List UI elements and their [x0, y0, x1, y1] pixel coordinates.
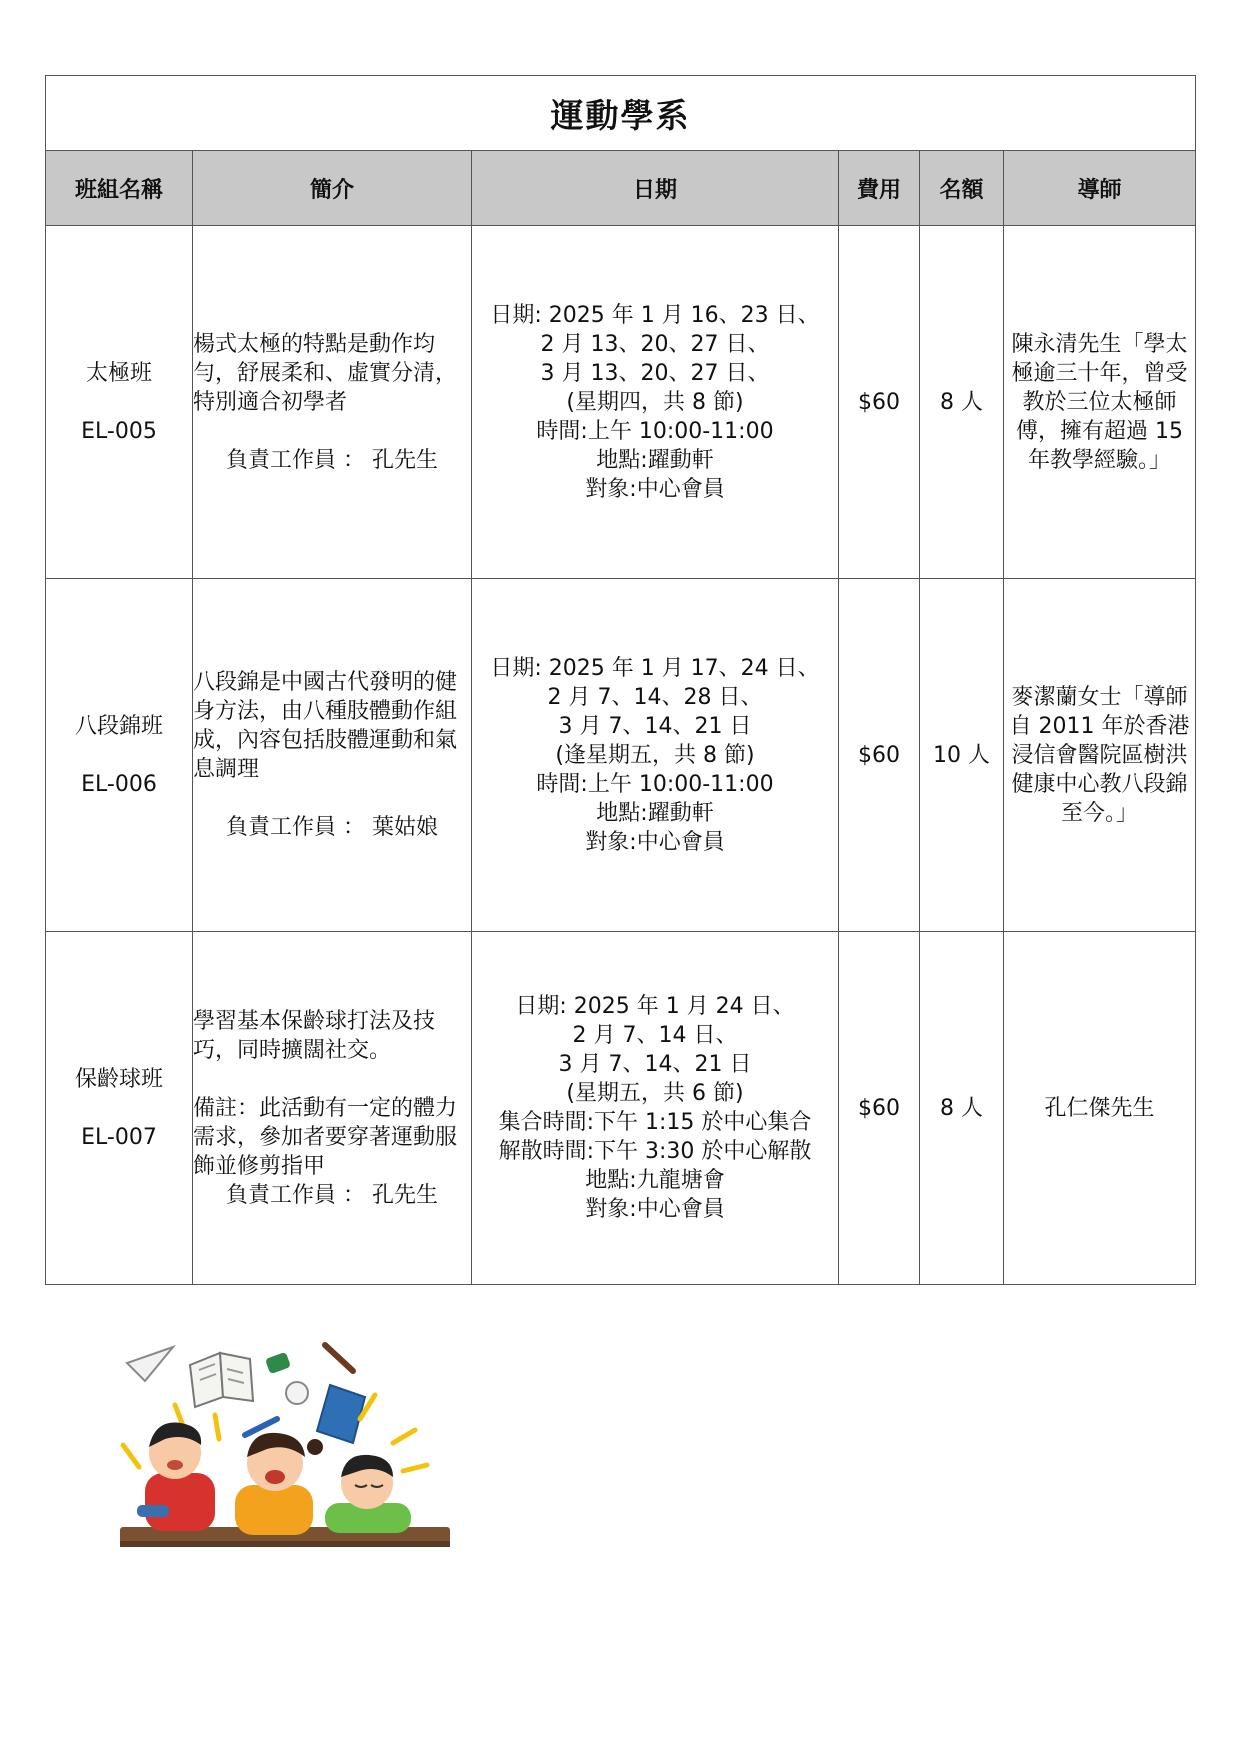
date-line: (星期五，共 6 節) [566, 1081, 744, 1106]
date-line: 3 月 13、20、27 日、 [540, 360, 770, 386]
time-line: 時間:上午 10:00-11:00 [536, 771, 774, 797]
intro-text: 八段錦是中國古代發明的健身方法，由八種肢體動作組成，內容包括肢體運動和氣息調理 [193, 670, 458, 782]
remark-text: 備註：此活動有一定的體力需求，參加者要穿著運動服飾並修剪指甲 [193, 1095, 458, 1179]
dates-cell [472, 226, 839, 579]
tutor-cell: 孔仁傑先生 [1004, 932, 1196, 1285]
staff-in-charge: 負責工作員 ： 孔先生 [226, 447, 438, 473]
target-line: 對象:中心會員 [585, 476, 725, 502]
date-line: (星期四，共 8 節) [566, 389, 744, 415]
pen-icon [245, 1419, 277, 1435]
class-name: 太極班 [85, 360, 152, 386]
quota-cell: 10 人 [920, 579, 1004, 932]
date-line: 2 月 7、14 日、 [572, 1023, 738, 1048]
table-row [46, 579, 1196, 932]
student-middle [235, 1433, 323, 1535]
header-dates: 日期 [472, 151, 839, 226]
class-code: EL-006 [81, 771, 157, 797]
header-quota: 名額 [920, 151, 1004, 226]
quota-cell: 8 人 [920, 226, 1004, 579]
fee-cell: $60 [839, 226, 920, 579]
fee-cell: $60 [839, 579, 920, 932]
table-row [46, 226, 1196, 579]
date-line: 日期: 2025 年 1 月 17、24 日、 [490, 655, 820, 681]
tutor-cell: 陳永清先生「學太極逾三十年，曾受教於三位太極師傅，擁有超過 15 年教學經驗。」 [1004, 226, 1196, 579]
fee-cell: $60 [839, 932, 920, 1285]
target-line: 對象:中心會員 [585, 1197, 725, 1222]
date-line: 2 月 13、20、27 日、 [540, 331, 770, 357]
date-line: 2 月 7、14、28 日、 [547, 684, 763, 710]
staff-in-charge: 負責工作員 ： 孔先生 [226, 1182, 438, 1208]
quota-cell: 8 人 [920, 932, 1004, 1285]
class-code: EL-005 [81, 418, 157, 444]
student-left [137, 1423, 215, 1532]
date-line: 3 月 7、14、21 日 [558, 1052, 752, 1077]
venue-line: 地點:躍動軒 [596, 447, 714, 473]
table-row [46, 932, 1196, 1285]
dates-cell [472, 579, 839, 932]
header-intro: 簡介 [193, 151, 472, 226]
header-row [46, 151, 1196, 226]
table-title: 運動學系 [46, 76, 1196, 151]
dates-cell [472, 932, 839, 1285]
paper-plane-icon [127, 1347, 173, 1381]
dismiss-time-line: 解散時間:下午 3:30 於中心解散 [498, 1139, 812, 1164]
class-name-cell [46, 226, 193, 579]
crumpled-paper-icon [286, 1382, 308, 1404]
assembly-time-line: 集合時間:下午 1:15 於中心集合 [498, 1110, 812, 1135]
venue-line: 地點:九龍塘會 [585, 1168, 725, 1193]
intro-text: 學習基本保齡球打法及技巧，同時擴闊社交。 [193, 1008, 436, 1063]
date-line: 日期: 2025 年 1 月 16、23 日、 [490, 302, 820, 328]
date-line: (逢星期五，共 8 節) [555, 742, 755, 768]
date-line: 3 月 7、14、21 日 [558, 713, 752, 739]
class-name-cell [46, 932, 193, 1285]
student-right [325, 1455, 411, 1533]
header-class-name: 班組名稱 [46, 151, 193, 226]
class-name: 八段錦班 [74, 713, 163, 739]
book-icon [190, 1353, 253, 1407]
target-line: 對象:中心會員 [585, 829, 725, 855]
class-name-cell [46, 579, 193, 932]
staff-in-charge: 負責工作員 ： 葉姑娘 [226, 815, 438, 840]
class-name: 保齡球班 [74, 1066, 163, 1092]
intro-cell [193, 932, 472, 1285]
course-table [45, 75, 1196, 1285]
intro-text: 楊式太極的特點是動作均勻，舒展柔和、虛實分清，特別適合初學者 [193, 331, 458, 415]
students-illustration [115, 1335, 455, 1575]
header-fee: 費用 [839, 151, 920, 226]
date-line: 日期: 2025 年 1 月 24 日、 [515, 994, 795, 1019]
venue-line: 地點:躍動軒 [596, 800, 714, 826]
time-line: 時間:上午 10:00-11:00 [536, 418, 774, 444]
notebook-icon [317, 1385, 365, 1443]
tutor-cell: 麥潔蘭女士「導師自 2011 年於香港浸信會醫院區樹洪健康中心教八段錦至今。」 [1004, 579, 1196, 932]
class-code: EL-007 [81, 1124, 157, 1150]
header-tutor: 導師 [1004, 151, 1196, 226]
pencil-icon [325, 1345, 353, 1371]
intro-cell [193, 226, 472, 579]
eraser-icon [265, 1352, 291, 1375]
intro-cell [193, 579, 472, 932]
